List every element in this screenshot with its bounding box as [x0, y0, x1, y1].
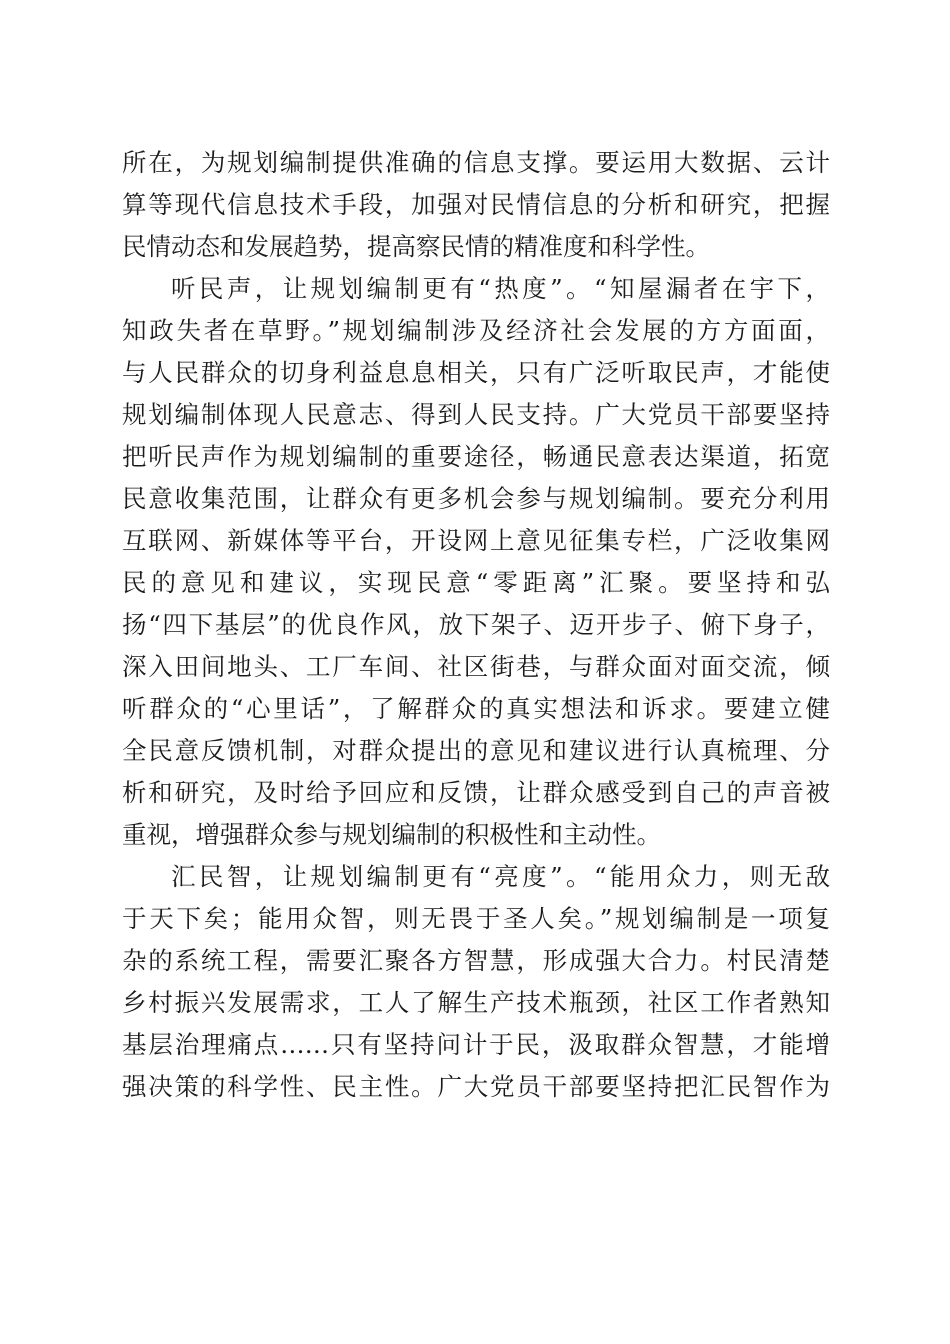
text-line: 深入田间地头、工厂车间、社区街巷，与群众面对面交流，倾 [122, 652, 830, 681]
text-line: 扬“四下基层”的优良作风，放下架子、迈开步子、俯下身子， [122, 610, 830, 639]
text-line: 杂的系统工程，需要汇聚各方智慧，形成强大合力。村民清楚 [122, 946, 830, 975]
text-line: 听群众的“心里话”，了解群众的真实想法和诉求。要建立健 [122, 694, 830, 723]
text-line: 与人民群众的切身利益息息相关，只有广泛听取民声，才能使 [122, 358, 830, 387]
text-line: 所在，为规划编制提供准确的信息支撑。要运用大数据、云计 [122, 148, 830, 177]
text-line: 民的意见和建议，实现民意“零距离”汇聚。要坚持和弘 [122, 568, 830, 597]
text-line: 民情动态和发展趋势，提高察民情的精准度和科学性。 [122, 232, 710, 261]
text-line: 互联网、新媒体等平台，开设网上意见征集专栏，广泛收集网 [122, 526, 830, 555]
text-line: 于天下矣；能用众智，则无畏于圣人矣。”规划编制是一项复 [122, 904, 830, 933]
document-body [122, 142, 830, 1108]
text-line: 听民声，让规划编制更有“热度”。“知屋漏者在宇下， [171, 274, 830, 303]
text-line: 基层治理痛点……只有坚持问计于民，汲取群众智慧，才能增 [122, 1030, 830, 1059]
paragraph-2 [122, 268, 830, 856]
text-line: 全民意反馈机制，对群众提出的意见和建议进行认真梳理、分 [122, 736, 830, 765]
paragraph-3 [122, 856, 830, 1108]
text-line: 汇民智，让规划编制更有“亮度”。“能用众力，则无敌 [171, 862, 830, 891]
text-line: 知政失者在草野。”规划编制涉及经济社会发展的方方面面， [122, 316, 830, 345]
text-line: 算等现代信息技术手段，加强对民情信息的分析和研究，把握 [122, 190, 830, 219]
text-line: 把听民声作为规划编制的重要途径，畅通民意表达渠道，拓宽 [122, 442, 830, 471]
text-line: 重视，增强群众参与规划编制的积极性和主动性。 [122, 820, 661, 849]
text-line: 析和研究，及时给予回应和反馈，让群众感受到自己的声音被 [122, 778, 830, 807]
paragraph-1 [122, 142, 830, 268]
text-line: 乡村振兴发展需求，工人了解生产技术瓶颈，社区工作者熟知 [122, 988, 830, 1017]
text-line: 民意收集范围，让群众有更多机会参与规划编制。要充分利用 [122, 484, 830, 513]
text-line: 强决策的科学性、民主性。广大党员干部要坚持把汇民智作为 [122, 1072, 830, 1101]
text-line: 规划编制体现人民意志、得到人民支持。广大党员干部要坚持 [122, 400, 830, 429]
